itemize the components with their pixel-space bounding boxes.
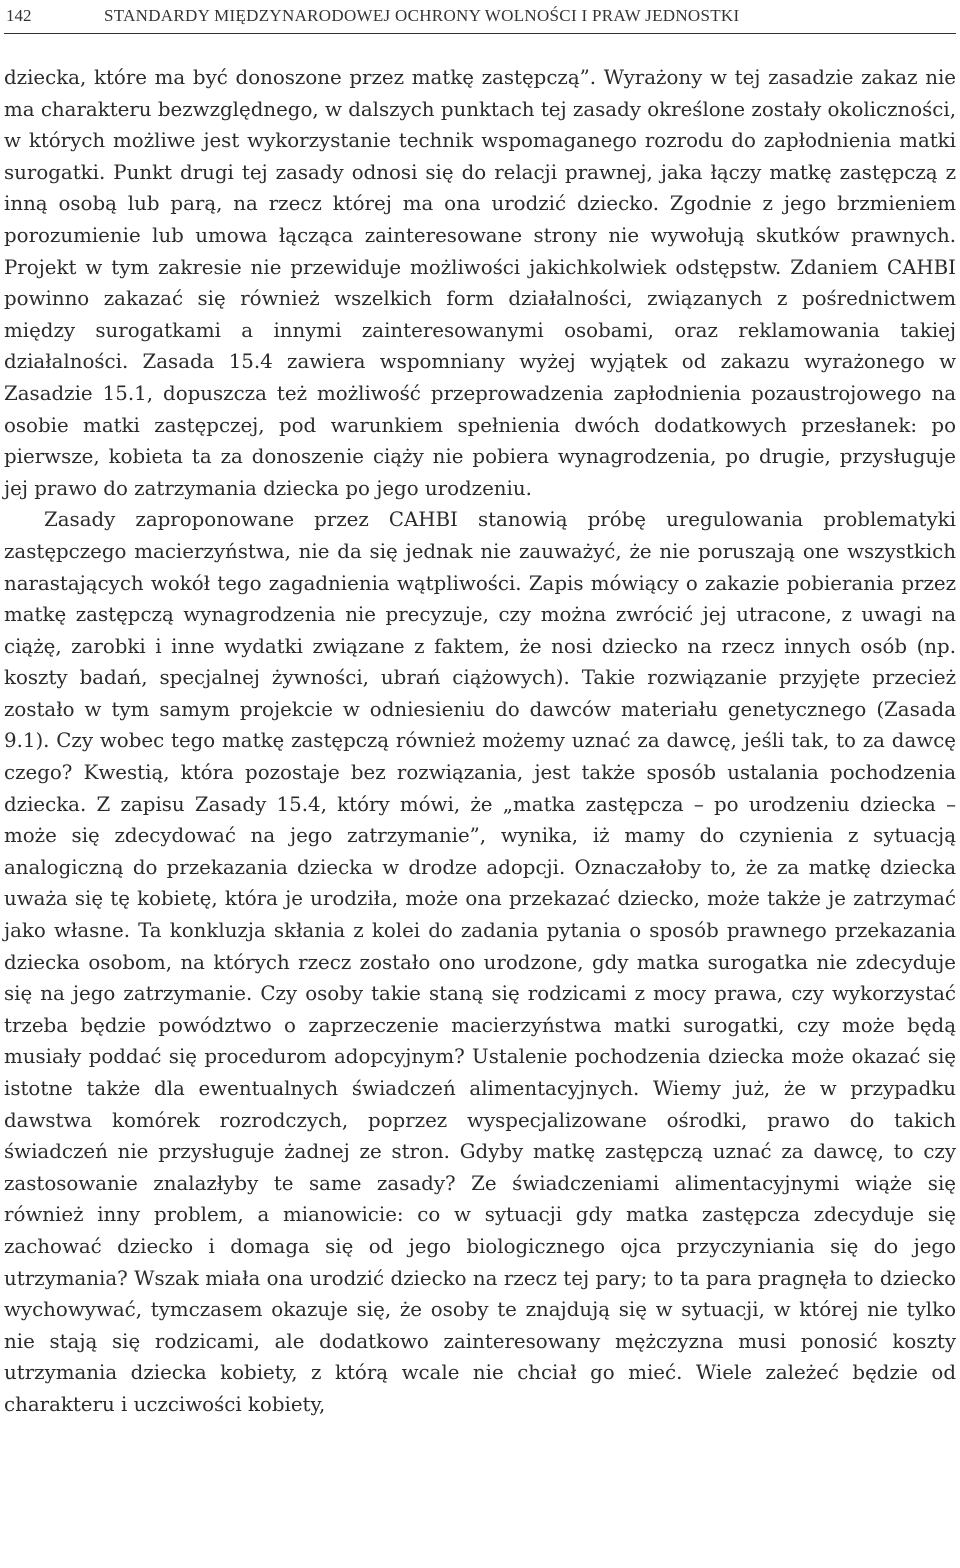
running-title: STANDARDY MIĘDZYNARODOWEJ OCHRONY WOLNOŚCI I PRAW JEDNOSTKI	[104, 6, 740, 25]
running-header	[4, 3, 956, 29]
body-text	[4, 62, 956, 1421]
document-page	[4, 0, 956, 1568]
paragraph-1: dziecka, które ma być donoszone przez matkę zastępczą”. Wyrażony w tej zasadzie zakaz nie ma charakteru bezwzględnego, w dalszych punktach tej zasady określone zostały okoliczności, w których możliwe jest wykorzystanie technik wspomaganego rozrodu do zapłodnienia matki surogatki. Punkt drugi tej zasady odnosi się do relacji prawnej, jaka łączy matkę zastępczą z inną osobą lub parą, na rzecz której ma ona urodzić dziecko. Zgodnie z jego brzmieniem porozumienie lub umowa łącząca zainteresowane strony nie wywołują skutków prawnych. Projekt w tym zakresie nie przewiduje możliwości jakichkolwiek odstępstw. Zdaniem CAHBI powinno zakazać się również wszelkich form działalności, związanych z pośrednictwem między surogatkami a innymi zainteresowanymi osobami, oraz reklamowania takiej działalności. Zasada 15.4 zawiera wspomniany wyżej wyjątek od zakazu wyrażonego w Zasadzie 15.1, dopuszcza też możliwość przeprowadzenia zapłodnienia pozaustrojowego na osobie matki zastępczej, pod warunkiem spełnienia dwóch dodatkowych przesłanek: po pierwsze, kobieta ta za donoszenie ciąży nie pobiera wynagrodzenia, po drugie, przysługuje jej prawo do zatrzymania dziecka po jego urodzeniu.	[4, 66, 956, 500]
page-number: 142	[6, 6, 32, 25]
header-rule	[4, 33, 956, 34]
paragraph-2: Zasady zaproponowane przez CAHBI stanowią próbę uregulowania problematyki zastępczego macierzyństwa, nie da się jednak nie zauważyć, że nie poruszają one wszystkich narastających wokół tego zagadnienia wątpliwości. Zapis mówiący o zakazie pobierania przez matkę zastępczą wynagrodzenia nie precyzuje, czy można zwrócić jej utracone, z uwagi na ciążę, zarobki i inne wydatki związane z faktem, że nosi dziecko na rzecz innych osób (np. koszty badań, specjalnej żywności, ubrań ciążowych). Takie rozwiązanie przyjęte przecież zostało w tym samym projekcie w odniesieniu do dawców materiału genetycznego (Zasada 9.1). Czy wobec tego matkę zastępczą również możemy uznać za dawcę, jeśli tak, to za dawcę czego? Kwestią, która pozostaje bez rozwiązania, jest także sposób ustalania pochodzenia dziecka. Z zapisu Zasady 15.4, który mówi, że „matka zastępcza – po urodzeniu dziecka – może się zdecydować na jego zatrzymanie”, wynika, iż mamy do czynienia z sytuacją analogiczną do przekazania dziecka w drodze adopcji. Oznaczałoby to, że za matkę dziecka uważa się tę kobietę, która je urodziła, może ona przekazać dziecko, może także je zatrzymać jako własne. Ta konkluzja skłania z kolei do zadania pytania o sposób prawnego przekazania dziecka osobom, na których rzecz zostało ono urodzone, gdy matka surogatka nie zdecyduje się na jego zatrzymanie. Czy osoby takie staną się rodzicami z mocy prawa, czy wykorzystać trzeba będzie powództwo o zaprzeczenie macierzyństwa matki surogatki, czy może będą musiały poddać się procedurom adopcyjnym? Ustalenie pochodzenia dziecka może okazać się istotne także dla ewentualnych świadczeń alimentacyjnych. Wiemy już, że w przypadku dawstwa komórek rozrodczych, poprzez wyspecjalizowane ośrodki, prawo do takich świadczeń nie przysługuje żadnej ze stron. Gdyby matkę zastępczą uznać za dawcę, to czy zastosowanie znalazłyby te same zasady? Ze świadczeniami alimentacyjnymi wiąże się również inny problem, a mianowicie: co w sytuacji gdy matka zastępcza zdecyduje się zachować dziecko i domaga się od jego biologicznego ojca przyczyniania się do jego utrzymania? Wszak miała ona urodzić dziecko na rzecz tej pary; to ta para pragnęła to dziecko wychowywać, tymczasem okazuje się, że osoby te znajdują się w sytuacji, w której nie tylko nie stają się rodzicami, ale dodatkowo zainteresowany mężczyzna musi ponosić koszty utrzymania dziecka kobiety, z którą wcale nie chciał go mieć. Wiele zależeć będzie od charakteru i uczciwości kobiety,	[4, 508, 956, 1416]
